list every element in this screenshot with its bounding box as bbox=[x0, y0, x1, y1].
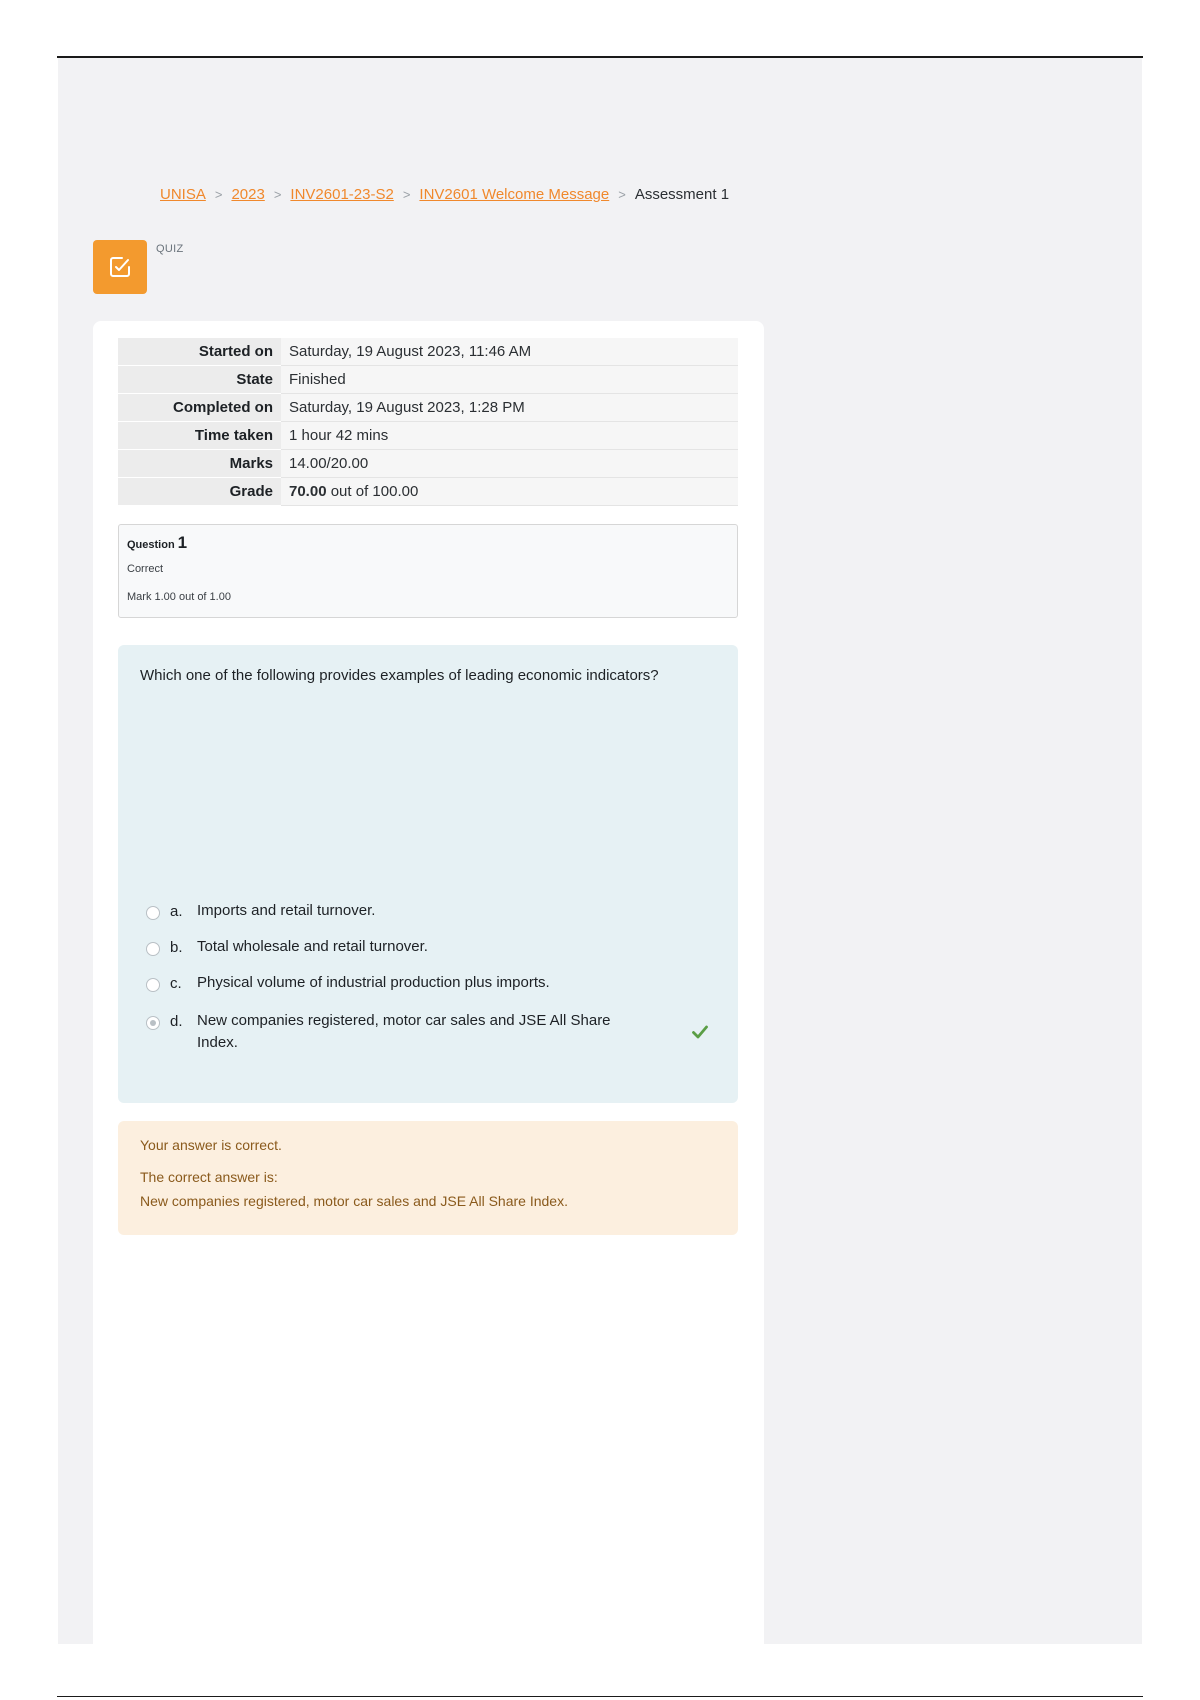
radio-button-selected[interactable] bbox=[146, 1016, 160, 1030]
summary-label: Completed on bbox=[118, 394, 281, 422]
breadcrumb-link-course[interactable]: INV2601-23-S2 bbox=[290, 186, 394, 203]
feedback-correct-answer: New companies registered, motor car sales and JSE All Share Index. bbox=[140, 1193, 568, 1209]
breadcrumb-separator-icon: > bbox=[618, 187, 626, 202]
breadcrumb-separator-icon: > bbox=[273, 187, 282, 202]
answer-option-b[interactable] bbox=[146, 939, 706, 958]
summary-row-grade bbox=[118, 478, 738, 506]
summary-value: Saturday, 19 August 2023, 1:28 PM bbox=[281, 394, 738, 422]
summary-value: 1 hour 42 mins bbox=[281, 422, 738, 450]
summary-value bbox=[281, 478, 738, 506]
feedback-correct-label: The correct answer is: bbox=[140, 1169, 278, 1185]
answer-letter: d. bbox=[170, 1013, 183, 1030]
grade-score: 70.00 bbox=[289, 483, 327, 500]
summary-row-time-taken bbox=[118, 422, 738, 450]
checkmark-icon bbox=[692, 1025, 708, 1044]
breadcrumb-separator-icon: > bbox=[214, 187, 223, 202]
summary-row-state bbox=[118, 366, 738, 394]
summary-value: Finished bbox=[281, 366, 738, 394]
answer-option-a[interactable] bbox=[146, 903, 706, 922]
answer-text: Physical volume of industrial production plus imports. bbox=[197, 974, 550, 991]
question-number bbox=[127, 533, 187, 553]
question-state: Correct bbox=[127, 563, 164, 575]
answer-text: New companies registered, motor car sales and JSE All Share Index. bbox=[197, 1012, 611, 1051]
summary-row-marks bbox=[118, 450, 738, 478]
breadcrumb-current: Assessment 1 bbox=[634, 186, 730, 203]
feedback-result: Your answer is correct. bbox=[140, 1137, 282, 1153]
question-formulation bbox=[118, 645, 738, 1103]
answer-letter: c. bbox=[170, 975, 182, 992]
question-number-value: 1 bbox=[177, 533, 188, 552]
answer-letter: a. bbox=[170, 903, 183, 920]
attempt-review-card bbox=[93, 321, 764, 1644]
question-info-box bbox=[118, 524, 738, 618]
question-text: Which one of the following provides examples of leading economic indicators? bbox=[140, 667, 659, 684]
answer-text: Total wholesale and retail turnover. bbox=[197, 938, 428, 955]
page-bottom-rule bbox=[57, 1696, 1143, 1697]
attempt-summary-table bbox=[118, 338, 738, 506]
summary-value: Saturday, 19 August 2023, 11:46 AM bbox=[281, 338, 738, 366]
breadcrumb-link-section[interactable]: INV2601 Welcome Message bbox=[419, 186, 610, 203]
summary-value: 14.00/20.00 bbox=[281, 450, 738, 478]
summary-label: Time taken bbox=[118, 422, 281, 450]
summary-label: State bbox=[118, 366, 281, 394]
quiz-review-screen bbox=[58, 58, 1142, 1644]
question-mark: Mark 1.00 out of 1.00 bbox=[127, 591, 231, 603]
radio-button[interactable] bbox=[146, 978, 160, 992]
question-feedback bbox=[118, 1121, 738, 1235]
answer-option-d[interactable] bbox=[146, 1013, 706, 1054]
module-type-label: QUIZ bbox=[156, 243, 184, 255]
summary-row-started bbox=[118, 338, 738, 366]
radio-button[interactable] bbox=[146, 906, 160, 920]
summary-label: Marks bbox=[118, 450, 281, 478]
answer-option-c[interactable] bbox=[146, 975, 706, 994]
breadcrumb-link-unisa[interactable]: UNISA bbox=[160, 186, 206, 203]
answer-letter: b. bbox=[170, 939, 183, 956]
grade-total: out of 100.00 bbox=[326, 483, 419, 500]
summary-row-completed bbox=[118, 394, 738, 422]
breadcrumb-separator-icon: > bbox=[402, 187, 411, 202]
answer-text: Imports and retail turnover. bbox=[197, 902, 376, 919]
summary-label: Grade bbox=[118, 478, 281, 506]
summary-label: Started on bbox=[118, 338, 281, 366]
question-prefix: Question bbox=[127, 539, 175, 551]
radio-button[interactable] bbox=[146, 942, 160, 956]
quiz-icon bbox=[93, 240, 147, 294]
breadcrumb bbox=[160, 186, 729, 203]
breadcrumb-link-year[interactable]: 2023 bbox=[231, 186, 265, 203]
